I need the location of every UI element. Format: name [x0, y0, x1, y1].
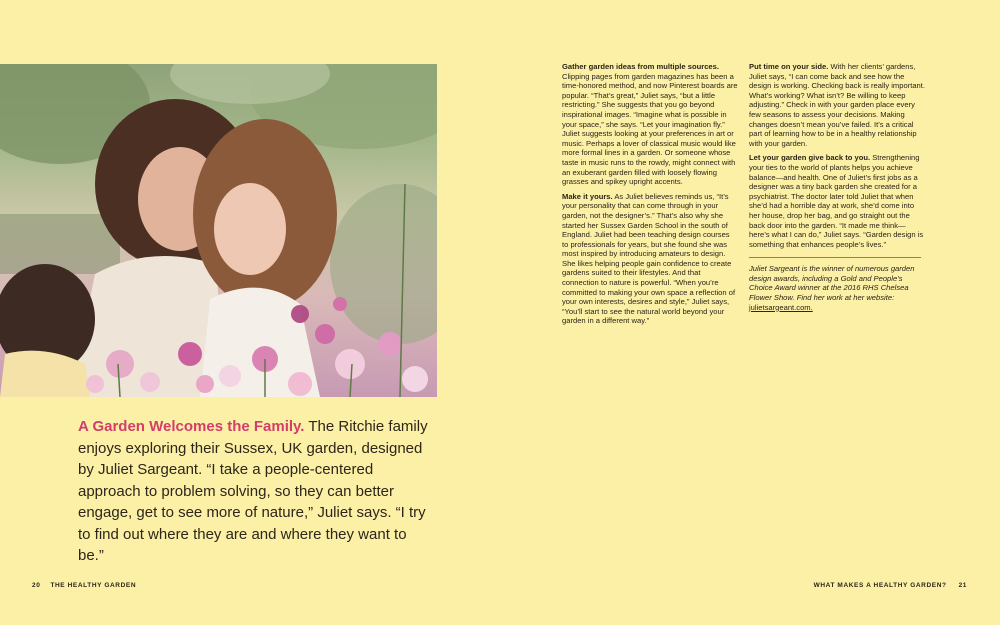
- caption-lead: A Garden Welcomes the Family.: [78, 418, 305, 435]
- paragraph-text: As Juliet believes reminds us, “It’s your personality that can come through in your garden, not the designer’s.” That’s also why she started her Sussex Garden School in the south of England. Juliet had been teaching design courses to professionals for years, but she found she was most inspired by introducing amateurs to design. She likes helping people gain confidence to create gardens suited to their lifestyles. And that connection to nature is powerful. “When you’re committed to making your own space a reflection of your own interests, desires and style,” Juliet says, “You’ll start to see the natural world beyond your garden in a different way.”: [562, 191, 736, 326]
- paragraph-heading: Make it yours.: [562, 191, 613, 201]
- website-link[interactable]: julietsargeant.com.: [749, 302, 813, 312]
- page-number-left: 20: [32, 582, 41, 589]
- page-number-right: 21: [958, 582, 967, 589]
- caption-body: The Ritchie family enjoys exploring their Sussex, UK garden, designed by Juliet Sargeant. “I take a people-centered approach to problem solving, so they can better engage, get to see more of nature,” Juliet says. “I try to find out where they are and where they want to be.”: [78, 418, 428, 564]
- article-column-2: [749, 62, 925, 317]
- author-bio: [749, 264, 925, 312]
- paragraph-text: With her clients’ gardens, Juliet says, “I can come back and see how the design is working. Checking back is really important. What’s working? What isn’t? Be willing to keep adjusting.” Check in with your garden place every few seasons to assess your decisions. Making changes doesn’t mean you’ve failed. It’s a critical part of learning how to be in a healthy relationship with your garden.: [749, 62, 925, 148]
- bio-divider: [749, 257, 921, 258]
- footer-right: [814, 582, 967, 589]
- footer-left: [32, 582, 136, 589]
- paragraph-heading: Put time on your side.: [749, 62, 829, 71]
- paragraph-heading: Let your garden give back to you.: [749, 153, 871, 163]
- paragraph-garden-give-back: [749, 153, 925, 249]
- running-title-right: WHAT MAKES A HEALTHY GARDEN?: [813, 582, 947, 589]
- paragraph-gather-ideas: [562, 62, 738, 187]
- running-title-left: THE HEALTHY GARDEN: [50, 582, 137, 589]
- family-garden-photo: [0, 64, 437, 397]
- article-column-1: [562, 62, 738, 331]
- photo-caption: [78, 416, 428, 567]
- bio-text: Juliet Sargeant is the winner of numerous garden design awards, including a Gold and People’s Choice Award winner at the 2016 RHS Chelsea Flower Show. Find her work at her website:: [749, 264, 915, 303]
- paragraph-heading: Gather garden ideas from multiple sources.: [562, 62, 719, 71]
- paragraph-text: Clipping pages from garden magazines has been a time-honored method, and now Pinterest boards are popular. “That’s great,” Juliet says, “but a little restricting.” She suggests that you go beyond inspirational images. “Imagine what is possible in your space,” she says. “Let your imagination fly.” Juliet suggests looking at your preferences in art or music. Perhaps a lover of classical music would like more formal lines in a garden. Or someone whose taste in music runs to the rowdy, might connect with an exuberant garden filled with loosely flowing grasses and spikey upright accents.: [562, 71, 738, 187]
- photo-illustration: [0, 64, 437, 397]
- paragraph-time-on-your-side: [749, 62, 925, 148]
- paragraph-text: Strengthening your ties to the world of plants helps you achieve balance—and health. One of Juliet’s first jobs as a designer was a tiny back garden she created for a psychiatrist. The doctor later told Juliet that when she’d had a horrible day at work, she’d come into her house, drop her bag, and go straight out the back door into the garden. “It made me think—here’s what I can do,” Juliet says. “Garden design is something that enhances people’s lives.”: [749, 153, 924, 249]
- paragraph-make-it-yours: [562, 192, 738, 326]
